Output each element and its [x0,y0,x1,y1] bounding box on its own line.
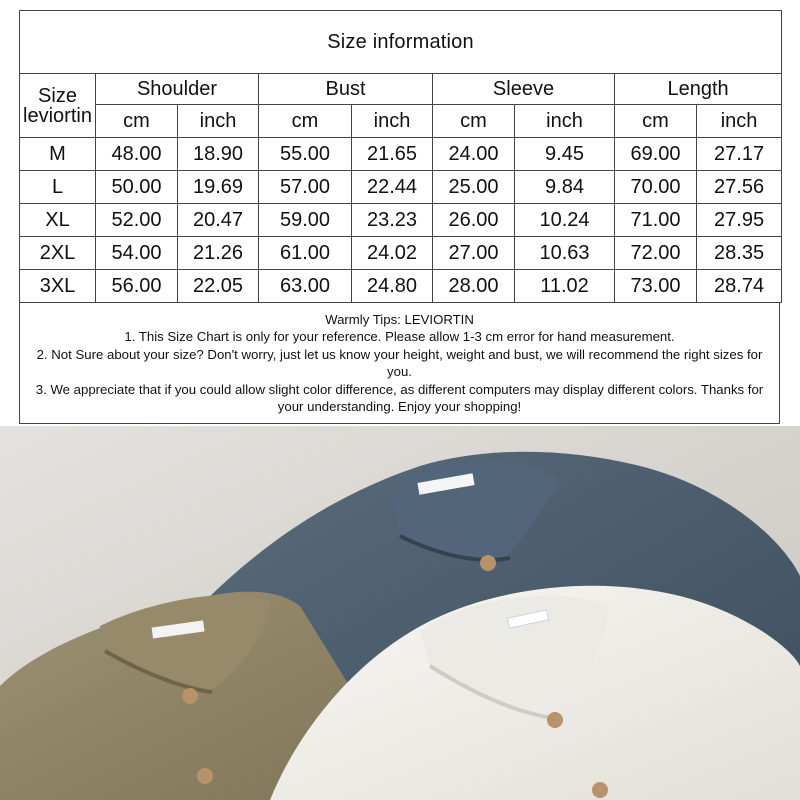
size-value-cell: 21.65 [352,138,433,171]
size-value-cell: 59.00 [259,204,352,237]
size-value-cell: 11.02 [515,270,615,303]
unit-header: cm [259,105,352,138]
size-rows [20,138,782,303]
size-value-cell: 69.00 [615,138,697,171]
white-button [547,712,563,728]
size-value-cell: 56.00 [96,270,178,303]
sleeve-header: Sleeve [433,74,615,105]
size-value-cell: 70.00 [615,171,697,204]
size-value-cell: 20.47 [178,204,259,237]
size-value-cell: 24.80 [352,270,433,303]
size-row [20,237,782,270]
size-label: M [20,138,96,171]
size-label: 3XL [20,270,96,303]
size-value-cell: 24.00 [433,138,515,171]
navy-button [480,555,496,571]
size-header-brand: leviortin [23,104,92,127]
size-value-cell: 18.90 [178,138,259,171]
size-value-cell: 73.00 [615,270,697,303]
shirts-illustration [0,426,800,800]
size-label: 2XL [20,237,96,270]
size-column-header [20,74,96,138]
size-value-cell: 72.00 [615,237,697,270]
size-row [20,138,782,171]
unit-header: cm [615,105,697,138]
size-value-cell: 10.24 [515,204,615,237]
size-chart [19,10,781,424]
size-row [20,204,782,237]
size-value-cell: 28.00 [433,270,515,303]
size-value-cell: 54.00 [96,237,178,270]
warmly-tips [19,303,780,424]
size-value-cell: 22.44 [352,171,433,204]
tip-line-1: 1. This Size Chart is only for your reference. Please allow 1-3 cm error for hand measurement. [124,329,675,345]
product-photo [0,426,800,800]
size-value-cell: 63.00 [259,270,352,303]
unit-header: inch [352,105,433,138]
bust-header: Bust [259,74,433,105]
size-value-cell: 22.05 [178,270,259,303]
unit-header: inch [697,105,782,138]
size-value-cell: 52.00 [96,204,178,237]
size-value-cell: 27.17 [697,138,782,171]
size-row [20,270,782,303]
size-value-cell: 21.26 [178,237,259,270]
size-value-cell: 24.02 [352,237,433,270]
size-label: L [20,171,96,204]
khaki-button-lower [197,768,213,784]
chart-title: Size information [20,11,782,74]
length-header: Length [615,74,782,105]
size-value-cell: 19.69 [178,171,259,204]
white-button-lower [592,782,608,798]
size-value-cell: 61.00 [259,237,352,270]
unit-header: cm [96,105,178,138]
unit-header: inch [178,105,259,138]
tip-line-2: 2. Not Sure about your size? Don't worry, just let us know your height, weight and bust, we will recommend the right sizes for you. [36,346,763,380]
size-value-cell: 28.35 [697,237,782,270]
size-value-cell: 48.00 [96,138,178,171]
size-value-cell: 27.95 [697,204,782,237]
unit-header: cm [433,105,515,138]
size-value-cell: 27.56 [697,171,782,204]
size-value-cell: 9.84 [515,171,615,204]
size-value-cell: 9.45 [515,138,615,171]
size-value-cell: 57.00 [259,171,352,204]
tips-heading: Warmly Tips: LEVIORTIN [325,312,474,327]
shoulder-header: Shoulder [96,74,259,105]
size-value-cell: 26.00 [433,204,515,237]
khaki-button [182,688,198,704]
size-value-cell: 10.63 [515,237,615,270]
size-row [20,171,782,204]
size-value-cell: 23.23 [352,204,433,237]
size-value-cell: 25.00 [433,171,515,204]
size-value-cell: 55.00 [259,138,352,171]
size-label: XL [20,204,96,237]
size-table [19,10,782,303]
tip-line-3: 3. We appreciate that if you could allow slight color difference, as different computers may display different colors. Thanks for your understanding. Enjoy your shopping! [35,381,764,415]
size-value-cell: 28.74 [697,270,782,303]
size-value-cell: 27.00 [433,237,515,270]
unit-header: inch [515,105,615,138]
size-value-cell: 71.00 [615,204,697,237]
size-header-line: Size [38,84,77,107]
size-value-cell: 50.00 [96,171,178,204]
